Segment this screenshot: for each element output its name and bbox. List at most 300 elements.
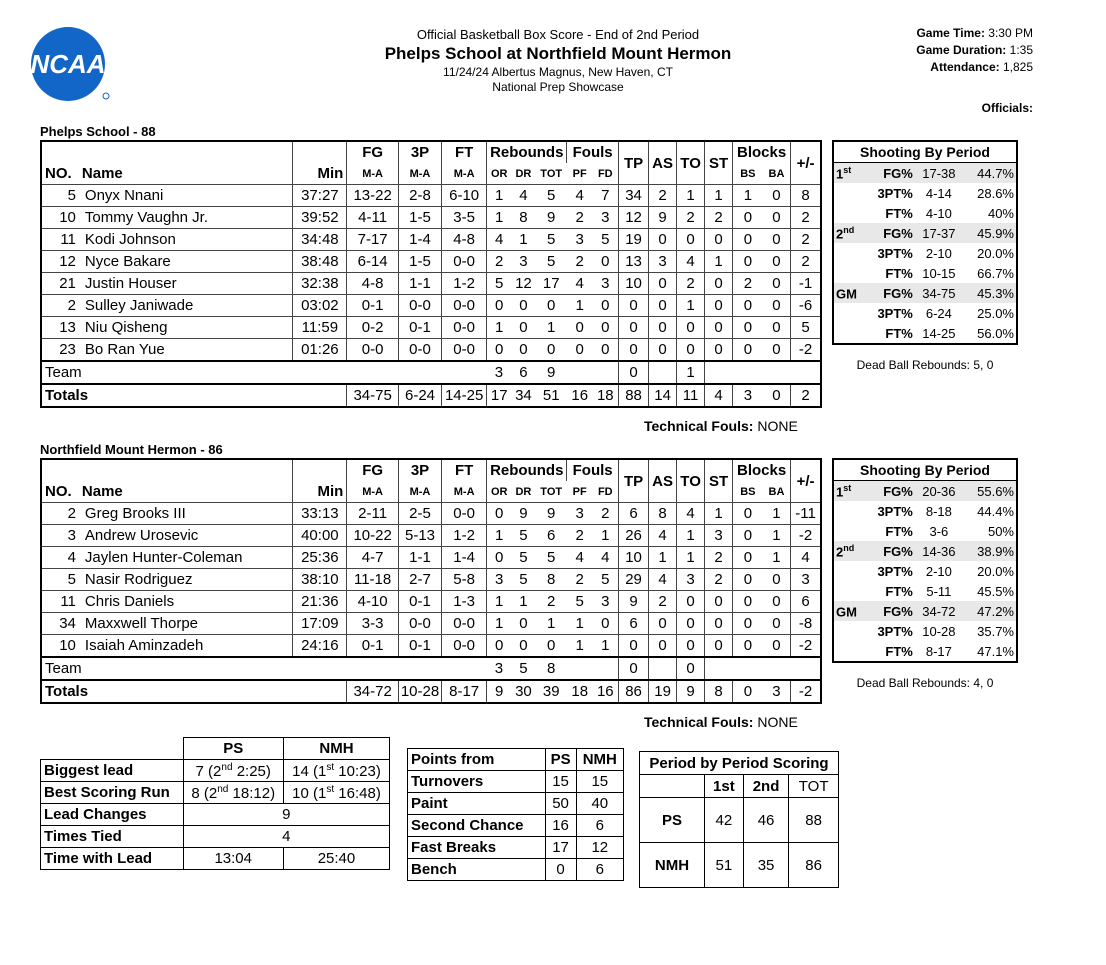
shooting-by-period-table [832, 140, 1018, 345]
col-3p: 3P [398, 459, 441, 481]
summary-row [41, 826, 390, 848]
stat-fg: 4-7 [347, 547, 399, 569]
header-event: National Prep Showcase [492, 79, 624, 94]
stat-to: 4 [677, 503, 705, 525]
stat-min: 38:48 [293, 251, 347, 273]
player-row [41, 317, 821, 339]
stat-fg: 13-22 [347, 185, 399, 207]
shooting-row [833, 601, 1017, 621]
stat-tp3: 0-1 [398, 591, 441, 613]
col-3p: 3P [398, 141, 441, 163]
period-2nd-score: 35 [743, 843, 789, 888]
empty-cell [763, 361, 791, 384]
game-time-label: Game Time: [916, 26, 985, 40]
summary-row [41, 782, 390, 804]
stat-min: 01:26 [293, 339, 347, 362]
points-from-row [408, 837, 624, 859]
shooting-period [833, 581, 864, 601]
team-tp: 0 [618, 361, 648, 384]
points-from-title: Points from [408, 749, 546, 771]
stat-ft: 1-3 [442, 591, 487, 613]
team-to: 1 [677, 361, 705, 384]
period-scoring-title: Period by Period Scoring [640, 752, 839, 775]
period-col-2nd: 2nd [743, 775, 789, 798]
shooting-made-att: 10-15 [922, 265, 956, 281]
stat-tp3: 1-4 [398, 229, 441, 251]
time-with-lead-ps: 13:04 [183, 848, 283, 870]
player-number: 12 [41, 251, 82, 273]
team2-shooting [832, 458, 1018, 663]
shooting-period: GM [833, 283, 864, 303]
stat-ft: 1-2 [442, 273, 487, 295]
stat-pf: 0 [567, 339, 593, 362]
empty-cell [733, 657, 763, 680]
stat-ft: 0-0 [442, 503, 487, 525]
empty-cell [347, 657, 399, 680]
total-as: 14 [649, 384, 677, 407]
period-team: PS [640, 798, 705, 843]
biggest-lead-ps: 7 (2nd 2:25) [183, 760, 283, 782]
period-2nd-score: 46 [743, 798, 789, 843]
attendance: 1,825 [1002, 60, 1033, 74]
stat-fd: 0 [593, 613, 619, 635]
points-from-row [408, 793, 624, 815]
player-row [41, 569, 821, 591]
stat-to: 0 [677, 339, 705, 362]
shooting-made-att: 6-24 [925, 305, 952, 321]
points-from-ps: 16 [545, 815, 576, 837]
stat-pm: 2 [791, 207, 821, 229]
col-min: Min [293, 481, 347, 503]
stat-ba: 0 [763, 635, 791, 658]
stat-or: 4 [487, 229, 511, 251]
col-pf: PF [567, 481, 593, 503]
shooting-made-att: 8-18 [925, 503, 952, 519]
col-min: Min [293, 163, 347, 185]
times-tied-label: Times Tied [41, 826, 184, 848]
points-from-table [407, 748, 624, 881]
stat-or: 3 [487, 569, 511, 591]
stat-tp3: 0-1 [398, 635, 441, 658]
shooting-stat-label: FT% [885, 523, 913, 539]
player-number: 2 [41, 503, 82, 525]
stat-pm: -6 [791, 295, 821, 317]
period-score-row [640, 843, 839, 888]
stat-ft: 1-4 [442, 547, 487, 569]
player-number: 5 [41, 569, 82, 591]
stat-or: 0 [487, 547, 511, 569]
stat-fd: 4 [593, 547, 619, 569]
stat-to: 1 [677, 525, 705, 547]
shooting-stat-label: FT% [885, 325, 913, 341]
stat-dr: 3 [511, 251, 535, 273]
shooting-pct: 56.0% [977, 325, 1014, 341]
points-from-ps: 15 [545, 771, 576, 793]
shooting-row [833, 243, 1017, 263]
stat-pm: -2 [791, 525, 821, 547]
player-row [41, 273, 821, 295]
team1-title: Phelps School - 88 [40, 124, 156, 139]
stat-fd: 1 [593, 525, 619, 547]
stat-ba: 0 [763, 339, 791, 362]
team-or: 3 [487, 361, 511, 384]
stat-fg: 4-8 [347, 273, 399, 295]
player-number: 3 [41, 525, 82, 547]
total-fg: 34-72 [347, 680, 399, 703]
stat-fg: 0-1 [347, 295, 399, 317]
total-ba: 0 [763, 384, 791, 407]
shooting-pct: 20.0% [977, 563, 1014, 579]
empty-cell [398, 657, 441, 680]
stat-bs: 1 [733, 185, 763, 207]
shooting-period: 1st [833, 163, 864, 184]
stat-pf: 2 [567, 207, 593, 229]
total-dr: 34 [511, 384, 535, 407]
points-from-label: Second Chance [408, 815, 546, 837]
shooting-stat-label: 3PT% [877, 623, 913, 639]
stat-ba: 0 [763, 185, 791, 207]
stat-as: 0 [649, 339, 677, 362]
empty-cell [593, 657, 619, 680]
total-or: 17 [487, 384, 511, 407]
stat-fg: 7-17 [347, 229, 399, 251]
team-dr: 6 [511, 361, 535, 384]
stat-fg: 0-0 [347, 339, 399, 362]
box-score-table [40, 458, 822, 704]
empty-cell [567, 657, 593, 680]
shooting-period [833, 263, 864, 283]
stat-or: 0 [487, 635, 511, 658]
shooting-title: Shooting By Period [833, 459, 1017, 481]
stat-fd: 3 [593, 207, 619, 229]
shooting-row [833, 521, 1017, 541]
stat-tot: 0 [536, 635, 567, 658]
stat-fg: 0-1 [347, 635, 399, 658]
stat-as: 0 [649, 273, 677, 295]
stat-tot: 6 [536, 525, 567, 547]
stat-min: 17:09 [293, 613, 347, 635]
total-pf: 18 [567, 680, 593, 703]
points-from-nmh: 15 [576, 771, 623, 793]
player-number: 5 [41, 185, 82, 207]
total-st: 4 [705, 384, 733, 407]
shooting-made-att: 5-11 [926, 583, 952, 599]
header-blank [293, 141, 347, 163]
tech-label: Technical Fouls: [644, 418, 754, 434]
summary-row [41, 760, 390, 782]
stat-tp: 0 [618, 635, 648, 658]
stat-dr: 5 [511, 525, 535, 547]
player-row [41, 591, 821, 613]
stat-pm: -2 [791, 635, 821, 658]
stat-tp: 19 [618, 229, 648, 251]
col-st: ST [705, 459, 733, 503]
header-blank [41, 459, 293, 481]
stat-ba: 1 [763, 547, 791, 569]
col-bs: BS [733, 163, 763, 185]
stat-to: 1 [677, 185, 705, 207]
stat-ba: 0 [763, 273, 791, 295]
points-from-label: Fast Breaks [408, 837, 546, 859]
stat-pf: 2 [567, 251, 593, 273]
stat-tp3: 2-7 [398, 569, 441, 591]
shooting-made-att: 10-28 [922, 623, 956, 639]
stat-min: 25:36 [293, 547, 347, 569]
points-from-ps: 0 [545, 859, 576, 881]
summary-col-nmh: NMH [283, 738, 389, 760]
stat-dr: 12 [511, 273, 535, 295]
stat-or: 1 [487, 317, 511, 339]
stat-pm: 2 [791, 251, 821, 273]
stat-fd: 5 [593, 569, 619, 591]
stat-ft: 6-10 [442, 185, 487, 207]
stat-as: 0 [649, 229, 677, 251]
shooting-row [833, 561, 1017, 581]
shooting-made-att: 14-36 [915, 541, 963, 561]
stat-bs: 0 [733, 503, 763, 525]
col-pf: PF [567, 163, 593, 185]
stat-or: 1 [487, 613, 511, 635]
points-from-label: Turnovers [408, 771, 546, 793]
col-tp: TP [618, 141, 648, 185]
shooting-stat-label: FG% [864, 163, 915, 184]
col-fd: FD [593, 163, 619, 185]
stat-fg: 10-22 [347, 525, 399, 547]
col-dr: DR [511, 163, 535, 185]
biggest-lead-nmh: 14 (1st 10:23) [283, 760, 389, 782]
player-row [41, 229, 821, 251]
stat-to: 2 [677, 273, 705, 295]
shooting-made-att: 3-6 [929, 523, 949, 539]
shooting-made-att: 17-38 [915, 163, 963, 184]
shooting-pct: 45.9% [963, 223, 1017, 243]
shooting-stat-label: FT% [885, 583, 913, 599]
shooting-made-att: 17-37 [915, 223, 963, 243]
shooting-made-att: 14-25 [922, 325, 956, 341]
stat-tot: 0 [536, 295, 567, 317]
totals-row [41, 384, 821, 407]
stat-pm: -11 [791, 503, 821, 525]
stat-st: 0 [705, 635, 733, 658]
period-total-score: 86 [789, 843, 839, 888]
player-row [41, 251, 821, 273]
col-made-att: M-A [347, 163, 399, 185]
team1-technical-fouls [644, 418, 798, 434]
stat-tp: 13 [618, 251, 648, 273]
period-score-row [640, 798, 839, 843]
report-header [300, 27, 816, 95]
shooting-pct: 47.1% [977, 643, 1014, 659]
stat-dr: 0 [511, 317, 535, 339]
total-fd: 18 [593, 384, 619, 407]
shooting-row [833, 323, 1017, 344]
player-number: 13 [41, 317, 82, 339]
team1-shooting [832, 140, 1018, 345]
blank-cell [41, 738, 184, 760]
game-info [916, 25, 1033, 76]
player-number: 34 [41, 613, 82, 635]
shooting-pct: 38.9% [963, 541, 1017, 561]
points-from-ps: 17 [545, 837, 576, 859]
stat-pm: 5 [791, 317, 821, 339]
points-from-label: Paint [408, 793, 546, 815]
col-no: NO. [41, 481, 82, 503]
player-row [41, 503, 821, 525]
points-from-row [408, 815, 624, 837]
team-tot: 9 [536, 361, 567, 384]
stat-bs: 2 [733, 273, 763, 295]
stat-st: 0 [705, 229, 733, 251]
stat-min: 37:27 [293, 185, 347, 207]
shooting-period [833, 323, 864, 344]
col-fg: FG [347, 459, 399, 481]
stat-st: 2 [705, 547, 733, 569]
stat-tp: 0 [618, 295, 648, 317]
ncaa-logo [22, 26, 114, 102]
stat-fg: 3-3 [347, 613, 399, 635]
points-from-row [408, 859, 624, 881]
player-name: Maxxwell Thorpe [82, 613, 293, 635]
total-pf: 16 [567, 384, 593, 407]
stat-ba: 0 [763, 317, 791, 339]
stat-st: 2 [705, 207, 733, 229]
stat-bs: 0 [733, 339, 763, 362]
shooting-made-att: 20-36 [915, 481, 963, 502]
shooting-row [833, 263, 1017, 283]
player-row [41, 613, 821, 635]
empty-cell [649, 657, 677, 680]
stat-tp: 9 [618, 591, 648, 613]
stat-st: 0 [705, 295, 733, 317]
col-ba: BA [763, 163, 791, 185]
col-blocks: Blocks [733, 459, 791, 481]
stat-ft: 4-8 [442, 229, 487, 251]
shooting-stat-label: FG% [864, 601, 915, 621]
header-blank [293, 459, 347, 481]
stat-or: 1 [487, 525, 511, 547]
stat-tp: 10 [618, 547, 648, 569]
shooting-period: 1st [833, 481, 864, 502]
stat-bs: 0 [733, 229, 763, 251]
stat-pm: -8 [791, 613, 821, 635]
stat-dr: 5 [511, 547, 535, 569]
col-st: ST [705, 141, 733, 185]
stat-to: 0 [677, 635, 705, 658]
player-name: Niu Qisheng [82, 317, 293, 339]
stat-tot: 9 [536, 207, 567, 229]
stat-bs: 0 [733, 251, 763, 273]
shooting-pct: 35.7% [977, 623, 1014, 639]
period-col-tot: TOT [789, 775, 839, 798]
col-tp: TP [618, 459, 648, 503]
points-from-col-nmh: NMH [576, 749, 623, 771]
stat-ba: 0 [763, 295, 791, 317]
stat-to: 0 [677, 591, 705, 613]
stat-min: 24:16 [293, 635, 347, 658]
stat-st: 3 [705, 525, 733, 547]
player-name: Nasir Rodriguez [82, 569, 293, 591]
team2-box [40, 458, 822, 704]
stat-min: 03:02 [293, 295, 347, 317]
shooting-row [833, 501, 1017, 521]
player-row [41, 207, 821, 229]
best-run-nmh: 10 (1st 16:48) [283, 782, 389, 804]
shooting-stat-label: FG% [864, 481, 915, 502]
player-name: Tommy Vaughn Jr. [82, 207, 293, 229]
player-name: Onyx Nnani [82, 185, 293, 207]
team-tot: 8 [536, 657, 567, 680]
totals-row [41, 680, 821, 703]
shooting-period [833, 521, 864, 541]
col-fouls: Fouls [567, 141, 619, 163]
player-name: Isaiah Aminzadeh [82, 635, 293, 658]
shooting-pct: 20.0% [977, 245, 1014, 261]
col-ft: FT [442, 459, 487, 481]
shooting-row [833, 203, 1017, 223]
stat-min: 38:10 [293, 569, 347, 591]
col-fouls: Fouls [567, 459, 619, 481]
stat-pf: 1 [567, 635, 593, 658]
points-from-nmh: 6 [576, 815, 623, 837]
stat-tot: 5 [536, 185, 567, 207]
stat-as: 0 [649, 613, 677, 635]
stat-min: 33:13 [293, 503, 347, 525]
points-from-nmh: 6 [576, 859, 623, 881]
col-to: TO [677, 459, 705, 503]
points-from-nmh: 12 [576, 837, 623, 859]
stat-to: 3 [677, 569, 705, 591]
shooting-stat-label: 3PT% [877, 185, 913, 201]
stat-tp3: 5-13 [398, 525, 441, 547]
total-bs: 0 [733, 680, 763, 703]
stat-fd: 0 [593, 251, 619, 273]
shooting-pct: 44.7% [963, 163, 1017, 184]
shooting-period [833, 641, 864, 662]
period-scoring-table [639, 751, 839, 888]
col-rebounds: Rebounds [487, 459, 567, 481]
stat-fg: 6-14 [347, 251, 399, 273]
stat-tp: 12 [618, 207, 648, 229]
stat-as: 8 [649, 503, 677, 525]
stat-or: 0 [487, 339, 511, 362]
stat-st: 0 [705, 317, 733, 339]
stat-pf: 2 [567, 569, 593, 591]
period-total-score: 88 [789, 798, 839, 843]
shooting-stat-label: 3PT% [877, 245, 913, 261]
col-or: OR [487, 163, 511, 185]
shooting-period [833, 621, 864, 641]
player-name: Jaylen Hunter-Coleman [82, 547, 293, 569]
shooting-stat-label: 3PT% [877, 503, 913, 519]
stat-st: 1 [705, 503, 733, 525]
total-tp: 88 [618, 384, 648, 407]
shooting-period: 2nd [833, 541, 864, 561]
stat-fg: 11-18 [347, 569, 399, 591]
blank-cell [640, 775, 705, 798]
stat-fd: 0 [593, 339, 619, 362]
totals-label: Totals [41, 680, 347, 703]
stat-to: 4 [677, 251, 705, 273]
stat-tp: 0 [618, 317, 648, 339]
stat-fd: 0 [593, 317, 619, 339]
stat-pf: 4 [567, 185, 593, 207]
stat-ba: 0 [763, 251, 791, 273]
total-pm: 2 [791, 384, 821, 407]
team-row [41, 657, 821, 680]
stat-tp3: 1-1 [398, 547, 441, 569]
stat-st: 2 [705, 569, 733, 591]
shooting-made-att: 8-17 [925, 643, 952, 659]
